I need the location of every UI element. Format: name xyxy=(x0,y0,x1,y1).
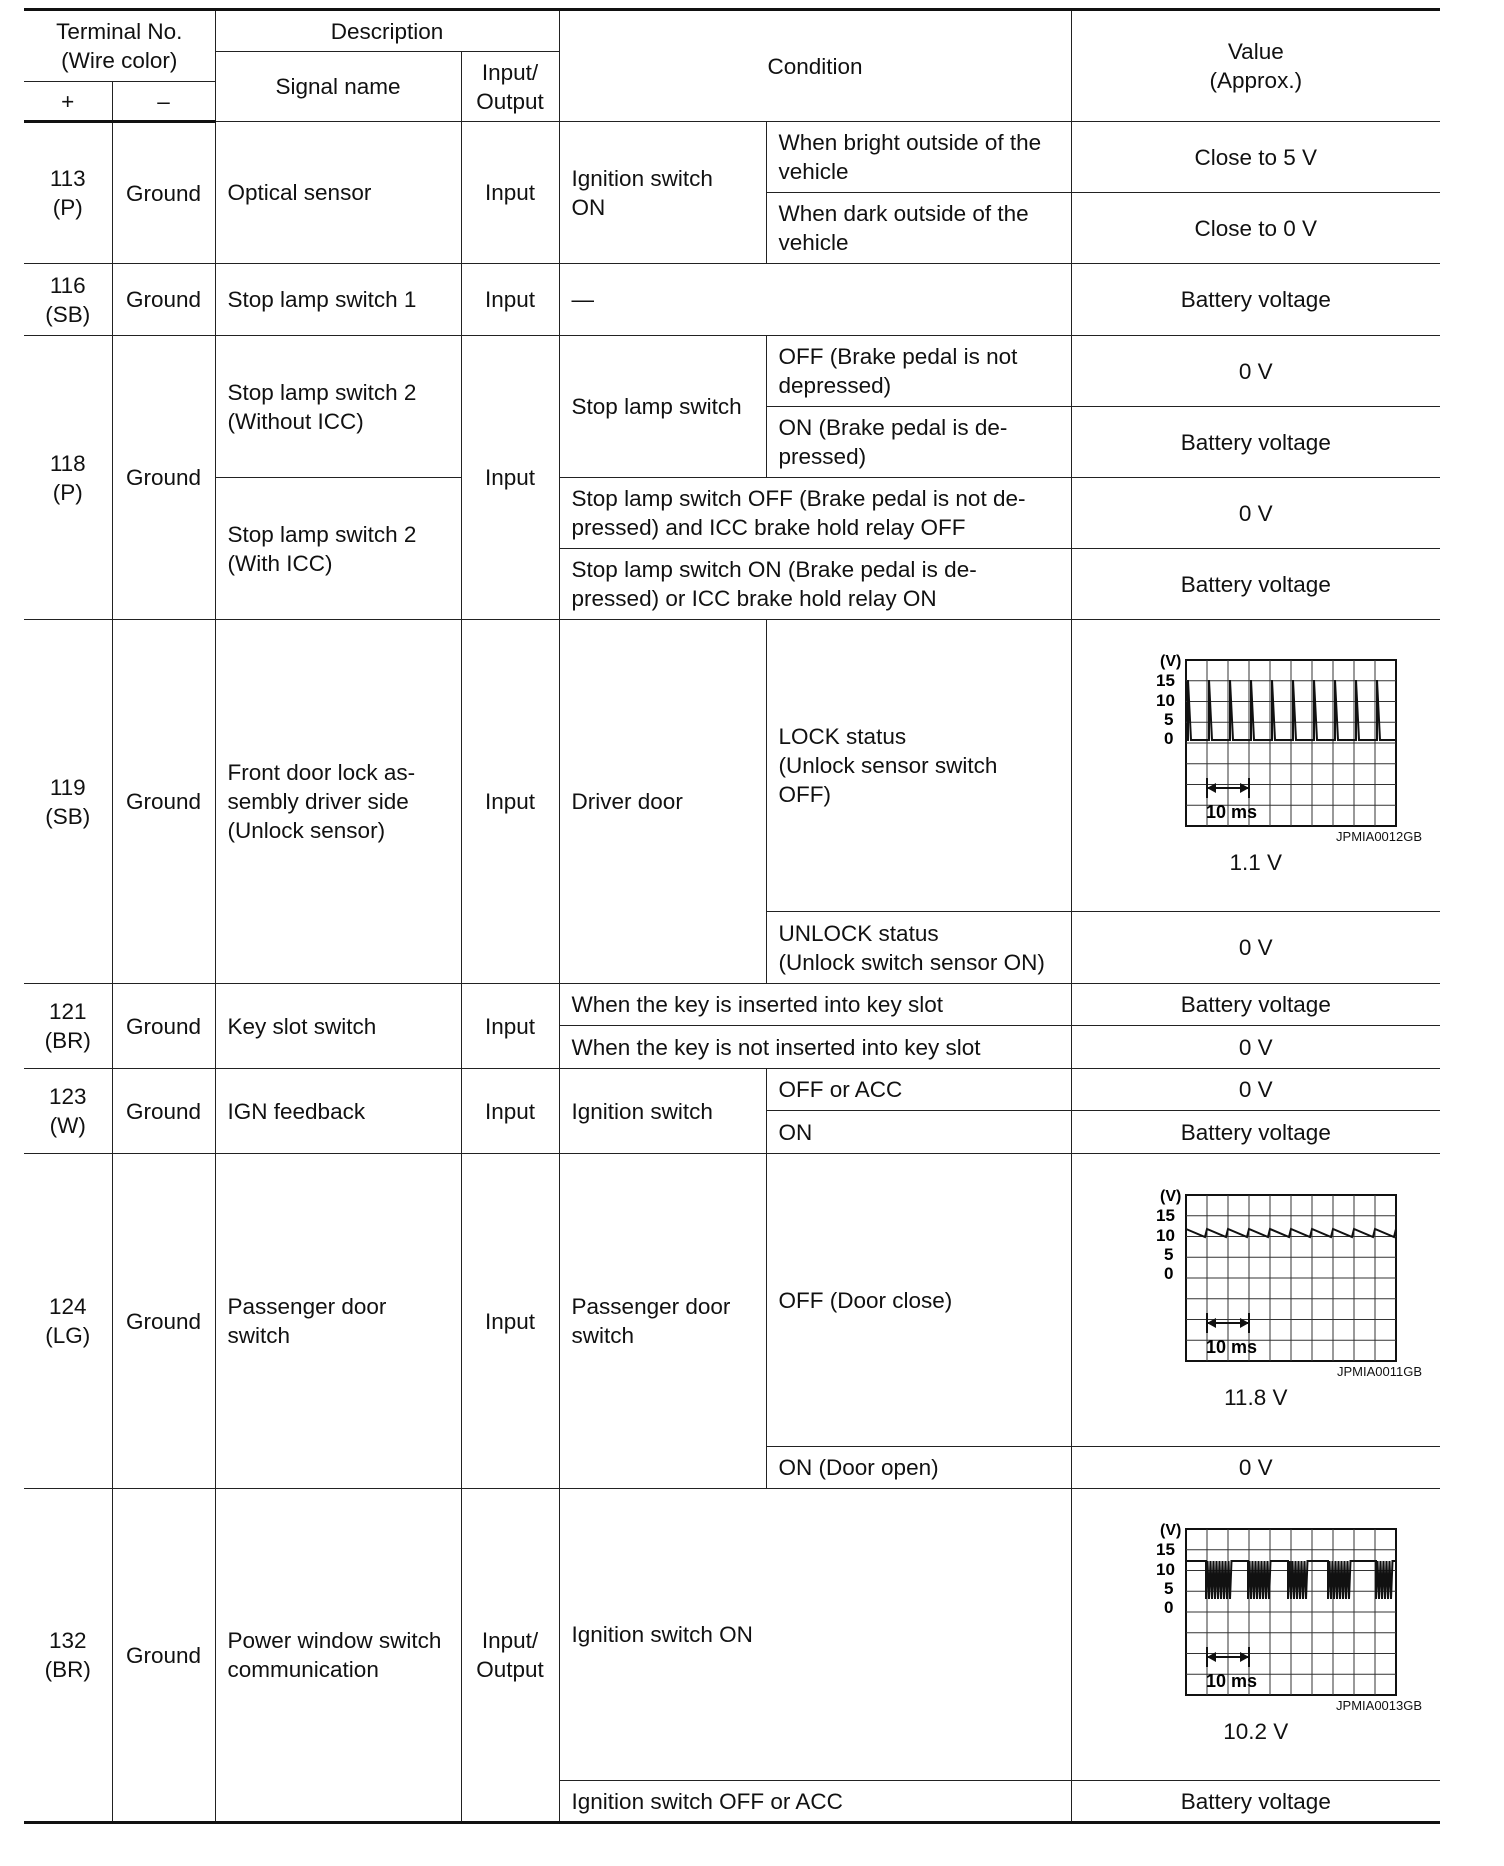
table-row-132 xyxy=(24,1489,1440,1781)
value-119-unlock: 0 V xyxy=(1071,912,1440,984)
value-124-close: 11.8 V xyxy=(1224,1384,1288,1410)
condition-132-on: Ignition switch ON xyxy=(559,1489,1071,1781)
tick-5: 5 xyxy=(1163,1579,1174,1598)
condition-121-inserted: When the key is inserted into key slot xyxy=(559,984,1071,1026)
table-row-124 xyxy=(24,1154,1440,1447)
figure-code: JPMIA0013GB xyxy=(1336,1698,1423,1713)
subcondition-119-unlock: UNLOCK status (Unlock switch sensor ON) xyxy=(766,912,1071,984)
value-132-off: Battery voltage xyxy=(1071,1781,1440,1823)
tick-10: 10 xyxy=(1155,1560,1175,1579)
tick-10: 10 xyxy=(1155,691,1175,710)
value-116: Battery voltage xyxy=(1071,264,1440,336)
condition-118-icc-off: Stop lamp switch OFF (Brake pedal is not de- pressed) and ICC brake hold relay OFF xyxy=(559,478,1071,549)
time-scale-label: 10 ms xyxy=(1205,1336,1257,1357)
ground-121: Ground xyxy=(112,984,215,1069)
tick-15: 15 xyxy=(1155,1205,1175,1225)
waveform-figure-119 xyxy=(1072,648,1441,877)
condition-118-icc-on: Stop lamp switch ON (Brake pedal is de- pressed) or ICC brake hold relay ON xyxy=(559,549,1071,620)
signal-118-without-icc: Stop lamp switch 2 (Without ICC) xyxy=(215,336,461,478)
header-input-output: Input/ Output xyxy=(461,52,559,122)
ground-116: Ground xyxy=(112,264,215,336)
tick-10: 10 xyxy=(1155,1225,1175,1245)
table-row-116 xyxy=(24,264,1440,336)
waveform-figure-132 xyxy=(1072,1517,1441,1746)
unit-label: (V) xyxy=(1159,653,1182,670)
figure-code: JPMIA0012GB xyxy=(1336,829,1423,844)
ground-124: Ground xyxy=(112,1154,215,1489)
table-row-123 xyxy=(24,1069,1440,1111)
tick-0: 0 xyxy=(1163,729,1174,748)
subcondition-118-on: ON (Brake pedal is de- pressed) xyxy=(766,407,1071,478)
value-113-dark: Close to 0 V xyxy=(1071,193,1440,264)
value-119-lock: 1.1 V xyxy=(1229,850,1283,875)
header-condition: Condition xyxy=(559,10,1071,122)
waveform-132 xyxy=(1106,1517,1406,1697)
subcondition-119-lock: LOCK status (Unlock sensor switch OFF) xyxy=(766,620,1071,912)
ground-118: Ground xyxy=(112,336,215,620)
condition-132-off: Ignition switch OFF or ACC xyxy=(559,1781,1071,1823)
tick-15: 15 xyxy=(1155,1540,1175,1559)
terminal-116: 116 (SB) xyxy=(24,264,112,336)
ground-113: Ground xyxy=(112,122,215,264)
signal-119: Front door lock as- sembly driver side (Unlock sensor) xyxy=(215,620,461,984)
figure-code: JPMIA0011GB xyxy=(1337,1363,1423,1379)
header-plus: + xyxy=(24,82,112,122)
header-signal-name: Signal name xyxy=(215,52,461,122)
subcondition-113-dark: When dark outside of the vehicle xyxy=(766,193,1071,264)
table-row-118 xyxy=(24,336,1440,407)
unit-label: (V) xyxy=(1159,1187,1182,1205)
subcondition-118-off: OFF (Brake pedal is not depressed) xyxy=(766,336,1071,407)
io-113: Input xyxy=(461,122,559,264)
condition-116: — xyxy=(559,264,1071,336)
header-terminal-no: Terminal No. (Wire color) xyxy=(24,10,215,82)
tick-5: 5 xyxy=(1163,1244,1174,1264)
io-118: Input xyxy=(461,336,559,620)
value-118-off: 0 V xyxy=(1071,336,1440,407)
signal-113: Optical sensor xyxy=(215,122,461,264)
time-scale-label: 10 ms xyxy=(1205,802,1257,822)
value-113-bright: Close to 5 V xyxy=(1071,122,1440,193)
condition-121-not-inserted: When the key is not inserted into key slot xyxy=(559,1026,1071,1069)
ground-119: Ground xyxy=(112,620,215,984)
signal-118-with-icc: Stop lamp switch 2 (With ICC) xyxy=(215,478,461,620)
value-124-close-cell xyxy=(1071,1154,1440,1447)
terminal-113: 113 (P) xyxy=(24,122,112,264)
subcondition-124-open: ON (Door open) xyxy=(766,1447,1071,1489)
io-124: Input xyxy=(461,1154,559,1489)
condition-118: Stop lamp switch xyxy=(559,336,766,478)
table-row-113 xyxy=(24,122,1440,193)
tick-15: 15 xyxy=(1155,671,1175,690)
terminal-table xyxy=(24,8,1440,1824)
tick-0: 0 xyxy=(1163,1263,1174,1283)
header-value: Value (Approx.) xyxy=(1071,10,1440,122)
condition-123: Ignition switch xyxy=(559,1069,766,1154)
value-123-on: Battery voltage xyxy=(1071,1111,1440,1154)
terminal-table-page xyxy=(24,8,1440,1824)
condition-124: Passenger door switch xyxy=(559,1154,766,1489)
io-123: Input xyxy=(461,1069,559,1154)
value-121-not-inserted: 0 V xyxy=(1071,1026,1440,1069)
terminal-118: 118 (P) xyxy=(24,336,112,620)
signal-124: Passenger door switch xyxy=(215,1154,461,1489)
table-row-121 xyxy=(24,984,1440,1026)
ground-132: Ground xyxy=(112,1489,215,1823)
io-121: Input xyxy=(461,984,559,1069)
signal-116: Stop lamp switch 1 xyxy=(215,264,461,336)
terminal-121: 121 (BR) xyxy=(24,984,112,1069)
value-118-on: Battery voltage xyxy=(1071,407,1440,478)
io-119: Input xyxy=(461,620,559,984)
io-132: Input/ Output xyxy=(461,1489,559,1823)
subcondition-113-bright: When bright outside of the vehicle xyxy=(766,122,1071,193)
value-119-lock-cell xyxy=(1071,620,1440,912)
terminal-123: 123 (W) xyxy=(24,1069,112,1154)
terminal-124: 124 (LG) xyxy=(24,1154,112,1489)
time-scale-label: 10 ms xyxy=(1205,1671,1257,1691)
signal-121: Key slot switch xyxy=(215,984,461,1069)
io-116: Input xyxy=(461,264,559,336)
value-124-open: 0 V xyxy=(1071,1447,1440,1489)
value-121-inserted: Battery voltage xyxy=(1071,984,1440,1026)
header-description: Description xyxy=(215,10,559,52)
tick-0: 0 xyxy=(1163,1598,1174,1617)
terminal-132: 132 (BR) xyxy=(24,1489,112,1823)
value-132-on: 10.2 V xyxy=(1223,1719,1289,1744)
tick-5: 5 xyxy=(1163,710,1174,729)
condition-119: Driver door xyxy=(559,620,766,984)
value-118-icc-off: 0 V xyxy=(1071,478,1440,549)
table-row-119 xyxy=(24,620,1440,912)
signal-132: Power window switch communication xyxy=(215,1489,461,1823)
signal-123: IGN feedback xyxy=(215,1069,461,1154)
subcondition-123-off: OFF or ACC xyxy=(766,1069,1071,1111)
table-header xyxy=(24,10,1440,122)
value-132-on-cell xyxy=(1071,1489,1440,1781)
ground-123: Ground xyxy=(112,1069,215,1154)
waveform-119 xyxy=(1106,648,1406,828)
value-118-icc-on: Battery voltage xyxy=(1071,549,1440,620)
value-123-off: 0 V xyxy=(1071,1069,1440,1111)
waveform-124 xyxy=(1106,1183,1406,1363)
subcondition-124-close: OFF (Door close) xyxy=(766,1154,1071,1447)
header-minus: – xyxy=(112,82,215,122)
terminal-119: 119 (SB) xyxy=(24,620,112,984)
condition-113: Ignition switch ON xyxy=(559,122,766,264)
unit-label: (V) xyxy=(1159,1522,1182,1539)
subcondition-123-on: ON xyxy=(766,1111,1071,1154)
waveform-figure-124 xyxy=(1072,1183,1441,1412)
